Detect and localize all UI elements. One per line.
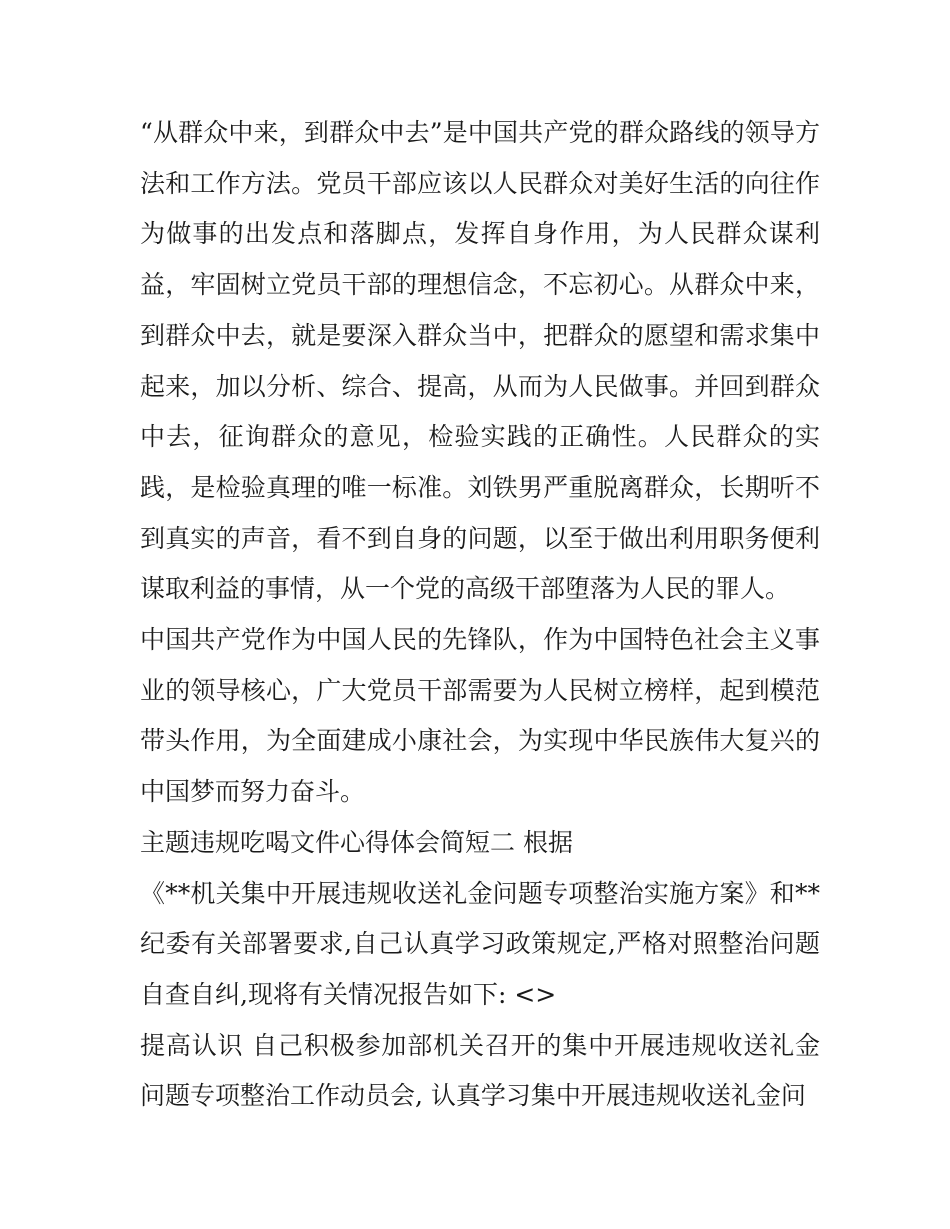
paragraph-mass-line: “从群众中来，到群众中去”是中国共产党的群众路线的领导方法和工作方法。党员干部应该以人民群众对美好生活的向往作为做事的出发点和落脚点，发挥自身作用，为人民群众谋利益，牢固树立党员干部的理想信念，不忘初心。从群众中来，到群众中去，就是要深入群众当中，把群众的愿望和需求集中起来，加以分析、综合、提高，从而为人民做事。并回到群众中去，征询群众的意见，检验实践的正确性。人民群众的实践，是检验真理的唯一标准。刘铁男严重脱离群众，长期听不到真实的声音，看不到自身的问题，以至于做出利用职务便利谋取利益的事情，从一个党的高级干部堕落为人民的罪人。 [140, 118, 820, 604]
paragraph-basis: 《**机关集中开展违规收送礼金问题专项整治实施方案》和**纪委有关部署要求,自己认真学习政策规定,严格对照整治问题自查自纠,现将有关情况报告如下: <> [140, 878, 820, 1009]
paragraph-awareness: 提高认识 自己积极参加部机关召开的集中开展违规收送礼金问题专项整治工作动员会, 认真学习集中开展违规收送礼金问 [140, 1030, 820, 1111]
document-body [140, 108, 820, 1122]
section-heading: 主题违规吃喝文件心得体会简短二 根据 [140, 827, 573, 857]
paragraph-vanguard: 中国共产党作为中国人民的先锋队，作为中国特色社会主义事业的领导核心，广大党员干部需要为人民树立榜样，起到模范带头作用，为全面建成小康社会，为实现中华民族伟大复兴的中国梦而努力奋斗。 [140, 625, 820, 807]
